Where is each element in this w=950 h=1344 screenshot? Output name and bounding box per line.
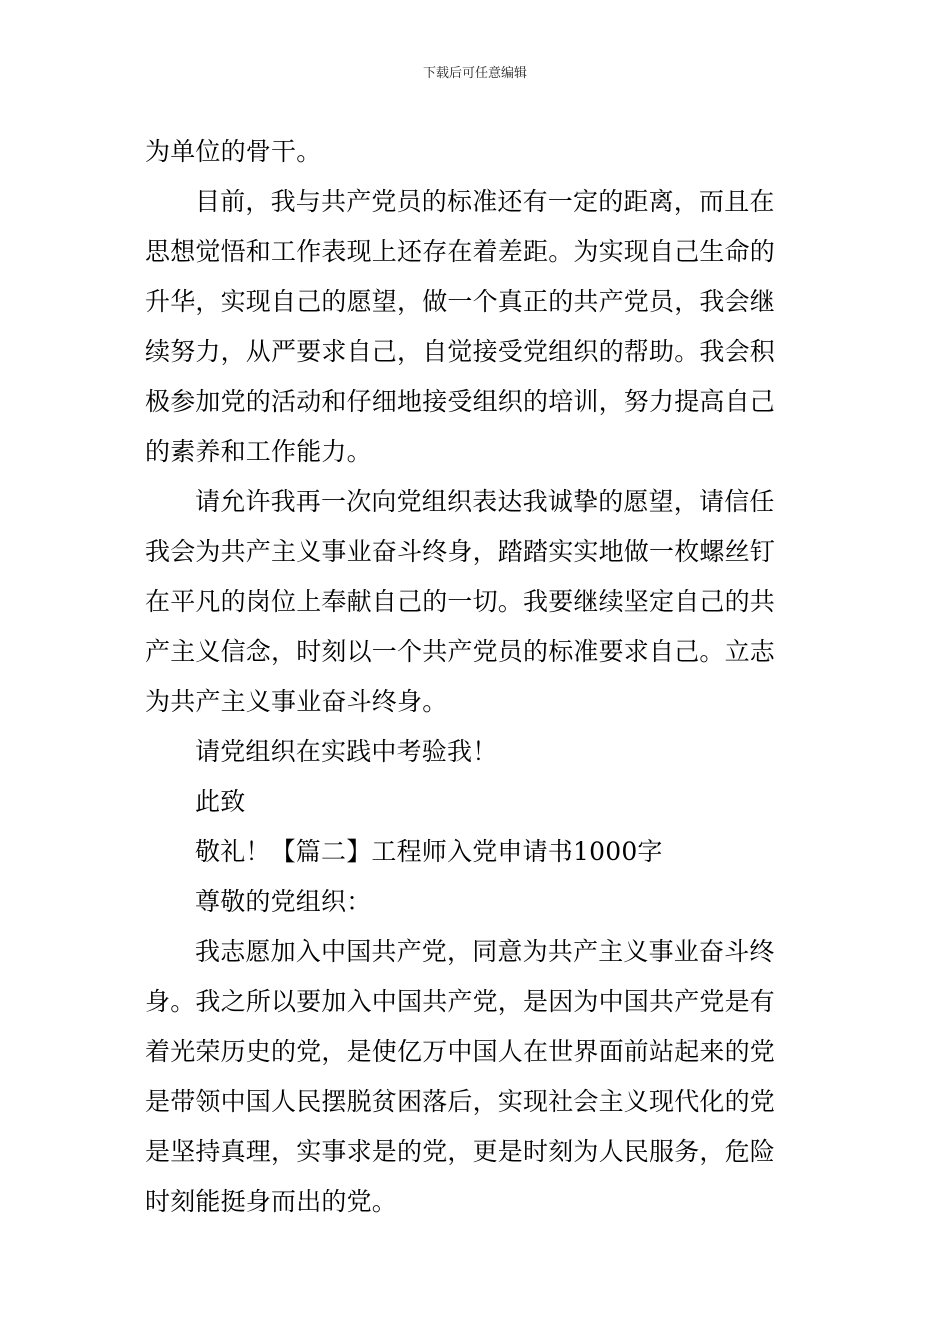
text-line: 是坚持真理，实事求是的党，更是时刻为人民服务，危险	[145, 1137, 776, 1166]
document-body	[145, 127, 810, 1227]
text-line: 在平凡的岗位上奉献自己的一切。我要继续坚定自己的共	[145, 587, 776, 616]
page-header: 下载后可任意编辑	[422, 66, 527, 81]
text-line: 产主义信念，时刻以一个共产党员的标准要求自己。立志	[145, 637, 776, 666]
text-line: 极参加党的活动和仔细地接受组织的培训，努力提高自己	[145, 387, 776, 416]
text-line: 为共产主义事业奋斗终身。	[145, 687, 448, 716]
text-line: 的素养和工作能力。	[145, 437, 372, 466]
text-line: 时刻能挺身而出的党。	[145, 1187, 398, 1216]
text-line: 为单位的骨干。	[145, 137, 322, 166]
text-line: 目前，我与共产党员的标准还有一定的距离，而且在	[195, 187, 775, 216]
text-line: 请党组织在实践中考验我！	[195, 737, 498, 766]
text-line: 尊敬的党组织：	[195, 887, 372, 916]
text-line: 升华，实现自己的愿望，做一个真正的共产党员，我会继	[145, 287, 776, 316]
text-line: 思想觉悟和工作表现上还存在着差距。为实现自己生命的	[145, 237, 776, 266]
text-line: 此致	[195, 787, 246, 816]
text-line: 我志愿加入中国共产党，同意为共产主义事业奋斗终	[195, 937, 775, 966]
text-line: 敬礼！【篇二】工程师入党申请书1000字	[195, 837, 663, 866]
text-line: 续努力，从严要求自己，自觉接受党组织的帮助。我会积	[145, 337, 776, 366]
text-line: 是带领中国人民摆脱贫困落后，实现社会主义现代化的党	[145, 1087, 776, 1116]
text-line: 着光荣历史的党，是使亿万中国人在世界面前站起来的党	[145, 1037, 776, 1066]
text-line: 请允许我再一次向党组织表达我诚挚的愿望，请信任	[195, 487, 775, 516]
text-line: 我会为共产主义事业奋斗终身，踏踏实实地做一枚螺丝钉	[145, 537, 776, 566]
text-line: 身。我之所以要加入中国共产党，是因为中国共产党是有	[145, 987, 776, 1016]
